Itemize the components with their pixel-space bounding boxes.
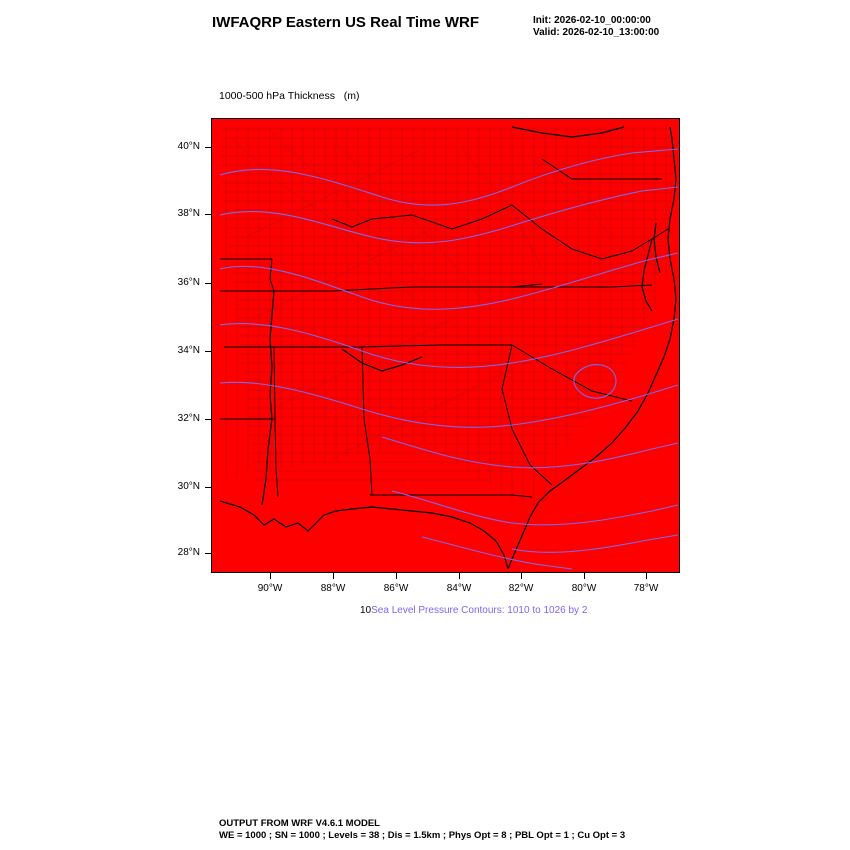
y-tick-label: 34°N xyxy=(177,345,200,356)
footer-line-model: OUTPUT FROM WRF V4.6.1 MODEL xyxy=(219,818,380,829)
x-tick-label: 86°W xyxy=(383,583,409,594)
x-tick xyxy=(459,573,460,579)
y-tick-label: 30°N xyxy=(177,481,200,492)
x-tick xyxy=(646,573,647,579)
contour-caption-text: Sea Level Pressure Contours: 1010 to 1026 by 2 xyxy=(371,605,588,616)
x-tick xyxy=(396,573,397,579)
x-tick xyxy=(584,573,585,579)
valid-time: Valid: 2026-02-10_13:00:00 xyxy=(533,27,660,38)
contour-caption-prefix: 10 xyxy=(360,605,372,616)
page-title: IWFAQRP Eastern US Real Time WRF xyxy=(212,14,480,31)
y-tick-label: 28°N xyxy=(177,547,200,558)
x-tick-label: 90°W xyxy=(257,583,283,594)
y-tick xyxy=(205,553,211,554)
field-legend-item: 1000-500 hPa Thickness (m) xyxy=(219,90,360,102)
chart-header xyxy=(0,8,850,48)
y-tick xyxy=(205,487,211,488)
x-tick-label: 80°W xyxy=(571,583,597,594)
map-plot-area xyxy=(211,118,680,573)
y-tick-label: 38°N xyxy=(177,208,200,219)
y-tick xyxy=(205,214,211,215)
x-tick-label: 82°W xyxy=(508,583,534,594)
x-tick xyxy=(270,573,271,579)
y-tick xyxy=(205,419,211,420)
contour-caption xyxy=(360,605,587,616)
y-tick xyxy=(205,147,211,148)
init-time: Init: 2026-02-10_00:00:00 xyxy=(533,15,651,26)
y-tick-label: 40°N xyxy=(177,141,200,152)
y-tick-label: 32°N xyxy=(177,413,200,424)
weather-map-canvas xyxy=(212,119,679,572)
x-tick xyxy=(521,573,522,579)
y-tick xyxy=(205,283,211,284)
x-tick xyxy=(333,573,334,579)
x-tick-label: 84°W xyxy=(446,583,472,594)
x-tick-label: 88°W xyxy=(320,583,346,594)
y-tick-label: 36°N xyxy=(177,277,200,288)
model-output-footer xyxy=(219,818,625,842)
y-tick xyxy=(205,351,211,352)
x-tick-label: 78°W xyxy=(633,583,659,594)
init-valid-times xyxy=(533,15,659,39)
footer-line-config: WE = 1000 ; SN = 1000 ; Levels = 38 ; Dis = 1.5km ; Phys Opt = 8 ; PBL Opt = 1 ; Cu Opt = 3 xyxy=(219,830,626,841)
